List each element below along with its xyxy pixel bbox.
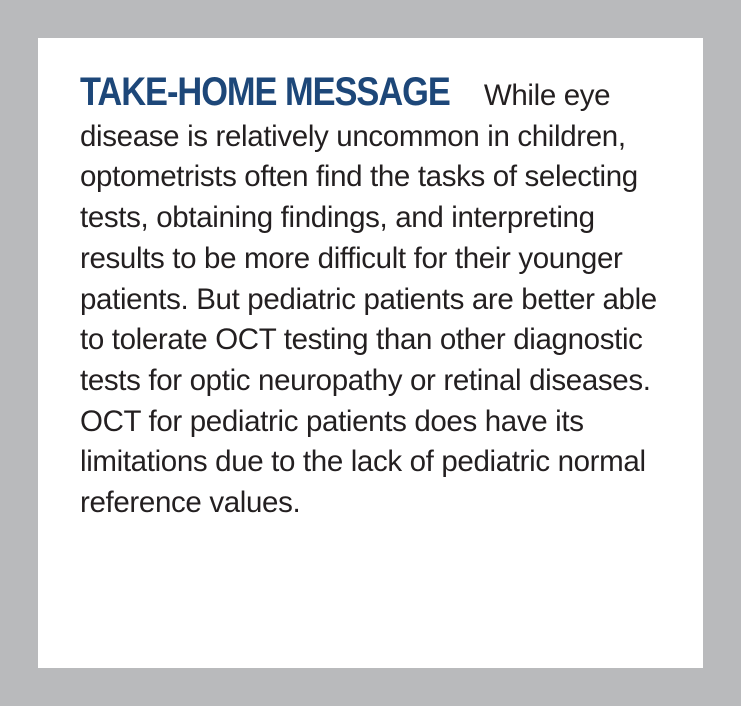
message-body: While eye disease is relatively uncommon in children, optometrists often find the tasks of selecting tests, obtaining findings, and interpreting results to be more difficult for their younger patients. But pediatric patients are better able to tolerate OCT testing than other diagnostic tests for optic neuropathy or retinal diseases. OCT for pediatric patients does have its limitations due to the lack of pediatric normal reference values. xyxy=(80,79,657,520)
take-home-heading: TAKE-HOME MESSAGE xyxy=(80,70,450,114)
message-paragraph xyxy=(80,72,679,524)
take-home-message-box xyxy=(38,38,703,668)
